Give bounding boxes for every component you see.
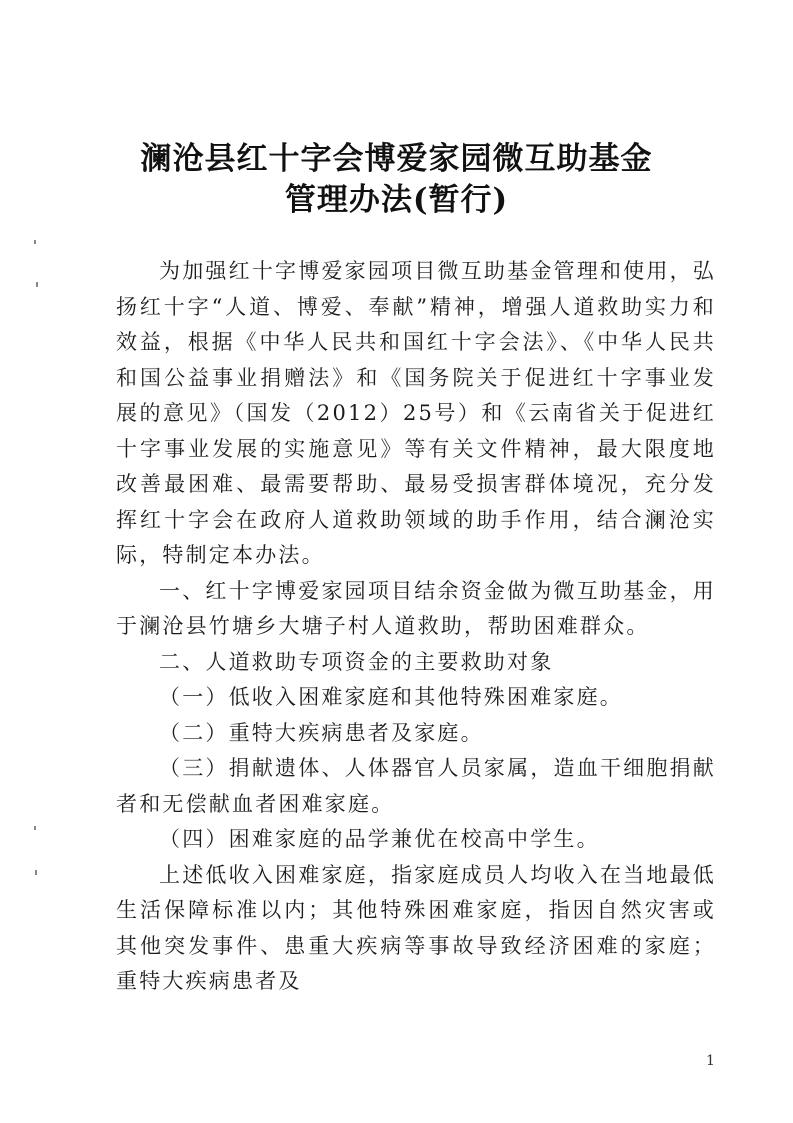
document-title-line1: 澜沧县红十字会博爱家园微互助基金	[140, 141, 653, 177]
paragraph-item-4: （四）困难家庭的品学兼优在校高中学生。	[159, 827, 600, 851]
document-body	[116, 254, 716, 1000]
paragraph-definitions: 上述低收入困难家庭，指家庭成员人均收入在当地最低生活保障标准以内；其他特殊困难家庭，指因自然灾害或其他突发事件、患重大疾病等事故导致经济困难的家庭；重特大疾病患者及	[116, 862, 716, 993]
scan-mark	[35, 870, 37, 875]
scan-mark	[36, 282, 38, 287]
page-number: 1	[706, 1053, 715, 1069]
paragraph-preamble: 为加强红十字博爱家园项目微互助基金管理和使用，弘扬红十字“人道、博爱、奉献”精神，增强人道救助实力和效益，根据《中华人民共和国红十字会法》、《中华人民共和国公益事业捐赠法》和《国务院关于促进红十字事业发展的意见》（国发（2012）25号）和《云南省关于促进红十字事业发展的实施意见》等有关文件精神，最大限度地改善最困难、最需要帮助、最易受损害群体境况，充分发挥红十字会在政府人道救助领域的助手作用，结合澜沧实际，特制定本办法。	[116, 259, 716, 567]
scan-mark	[34, 240, 36, 244]
document-title-line2: 管理办法(暂行)	[284, 182, 509, 218]
scan-mark	[34, 826, 36, 830]
paragraph-article-1: 一、红十字博爱家园项目结余资金做为微互助基金，用于澜沧县竹塘乡大塘子村人道救助，帮助困难群众。	[116, 578, 716, 638]
paragraph-article-2-heading: 二、人道救助专项资金的主要救助对象	[159, 649, 554, 674]
paragraph-item-2: （二）重特大疾病患者及家庭。	[159, 720, 484, 745]
paragraph-item-1: （一）低收入困难家庭和其他特殊困难家庭。	[159, 685, 623, 709]
paragraph-item-3: （三）捐献遗体、人体器官人员家属，造血干细胞捐献者和无偿献血者困难家庭。	[116, 756, 716, 816]
